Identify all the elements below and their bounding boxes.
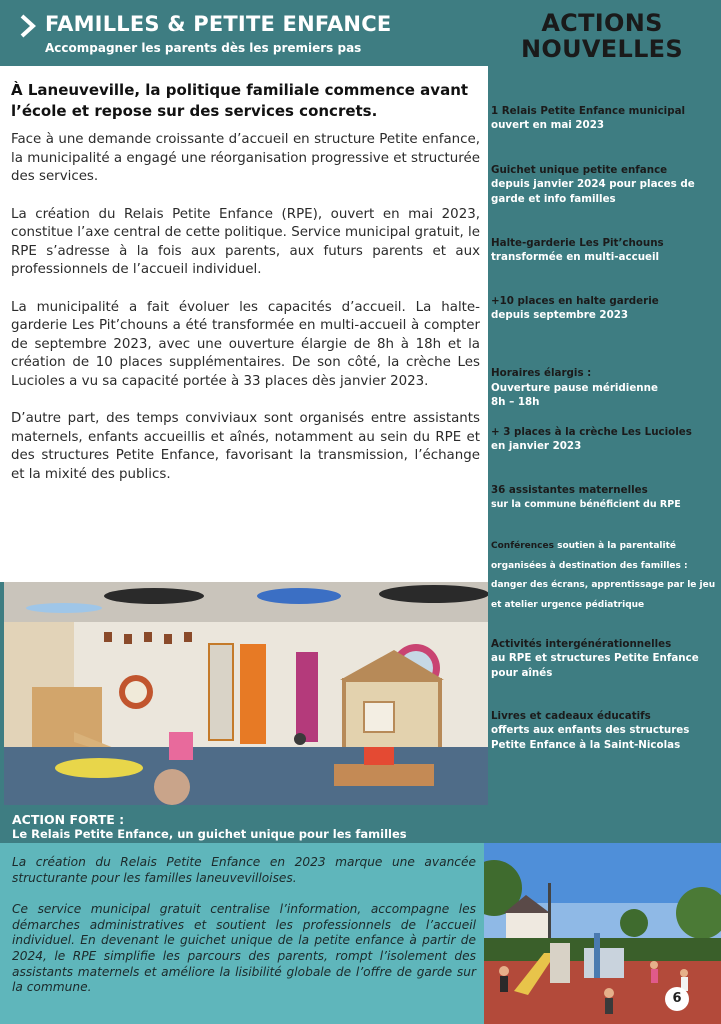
article-paragraph: La création du Relais Petite Enfance (RPE), ouvert en mai 2023, constitue l’axe central de cette politique. Service municipal gratuit, le RPE s’adresse à la fois aux parents, aux futurs parents et aux professionnels de l’accueil individuel. [11,206,480,277]
page-number: 6 [665,987,689,1011]
action-detail: sur la commune bénéficient du RPE [491,499,681,511]
action-item [491,425,716,454]
action-detail: depuis janvier 2024 pour places de garde et info familles [491,178,695,205]
action-highlight: 36 assistantes maternelles [491,484,648,496]
article-paragraph: La municipalité a fait évoluer les capacités d’accueil. La halte-garderie Les Pit’chouns a été transformée en multi-accueil à compter de septembre 2023, avec une ouverture élargie de 8h à 18h et la création de 10 places supplémentaires. De son côté, la crèche Les Lucioles a vu sa capacité portée à 33 places dès janvier 2023. [11,299,480,389]
action-detail: au RPE et structures Petite Enfance pour aînés [491,652,699,679]
action-detail: transformée en multi-accueil [491,251,660,264]
action-detail: ouvert en mai 2023 [491,119,605,132]
action-highlight: +10 places en halte garderie [491,295,659,307]
action-forte-subtitle: Le Relais Petite Enfance, un guichet unique pour les familles [12,827,407,841]
nursery-interior-photo [4,582,488,805]
action-highlight: 1 Relais Petite Enfance municipal [491,105,686,117]
action-prefix: Conférences [491,541,558,551]
article-lead: À Laneuveville, la politique familiale commence avant l’école et repose sur des services concrets. [11,81,469,120]
action-highlight: soutien à la parentalité [557,541,676,551]
action-highlight: Horaires élargis : [491,367,592,380]
action-item [491,104,716,133]
action-forte-paragraph: Ce service municipal gratuit centralise l’information, accompagne les démarches administratives et soutient les professionnels de l’accueil individuel. En devenant le guichet unique de la petite enfance à partir de 2024, le RPE simplifie les parcours des parents, rompt l’isolement des assistants maternels et améliore la lisibilité globale de l’offre de garde sur la commune. [12,902,476,995]
action-highlight: Halte-garderie Les Pit’chouns [491,237,664,249]
action-detail: organisées à destination des familles : danger des écrans, apprentissage par le jeu et atelier urgence pédiatrique [491,560,716,610]
sidebar-title-line: NOUVELLES [521,35,683,63]
action-item [491,163,716,206]
action-forte-label: ACTION FORTE : [12,812,125,827]
action-highlight: + 3 places à la crèche Les Lucioles [491,426,692,438]
action-item [491,236,716,265]
action-detail: en janvier 2023 [491,440,582,453]
action-forte-header [0,806,488,843]
action-item [491,352,716,410]
action-detail: depuis septembre 2023 [491,309,629,322]
action-forte-paragraph: La création du Relais Petite Enfance en 2023 marque une avancée structurante pour les familles laneuvevilloises. [12,855,476,885]
action-item [491,637,716,680]
action-item [491,294,716,323]
action-highlight: Livres et cadeaux éducatifs [491,710,651,722]
action-highlight: Activités intergénérationnelles [491,638,672,650]
action-detail: Ouverture pause méridienne 8h – 18h [491,381,658,409]
action-item [491,709,716,752]
article-paragraph: Face à une demande croissante d’accueil en structure Petite enfance, la municipalité a engagé une réorganisation progressive et structurée des services. [11,132,480,184]
main-article [0,66,488,582]
section-subtitle: Accompagner les parents dès les premiers pas [45,41,362,55]
sidebar-title-line: ACTIONS [541,9,663,37]
action-highlight: Guichet unique petite enfance [491,164,668,176]
action-detail: offerts aux enfants des structures Petite Enfance à la Saint-Nicolas [491,724,690,751]
section-title: FAMILLES & PETITE ENFANCE [45,12,392,36]
action-forte-body [0,843,484,1024]
action-item [491,483,716,513]
sidebar-title [492,10,712,62]
article-paragraph: D’autre part, des temps conviviaux sont organisés entre assistants maternels, enfants accueillis et aînés, notamment au sein du RPE et des structures Petite Enfance, favorisant la transmission, l’échange et la mixité des publics. [11,411,480,482]
chevron-right-icon [18,14,38,38]
section-header [0,0,488,66]
action-item [491,537,716,615]
